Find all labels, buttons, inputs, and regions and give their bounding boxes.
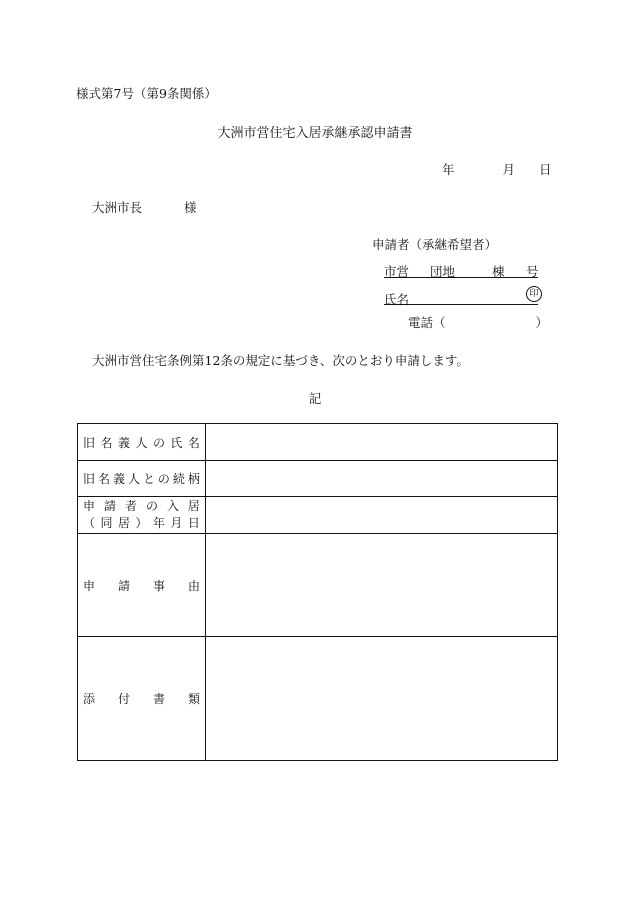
label-char: 請 bbox=[103, 499, 116, 513]
label-char: 名 bbox=[187, 435, 200, 450]
label-char: 申 bbox=[83, 499, 96, 513]
label-char: 人 bbox=[127, 472, 140, 486]
phone-line[interactable] bbox=[408, 313, 548, 331]
date-day: 日 bbox=[539, 162, 552, 177]
document-title: 大洲市営住宅入居承継承認申請書 bbox=[217, 126, 413, 141]
phone-close: ） bbox=[535, 315, 549, 330]
date-line bbox=[442, 160, 552, 178]
label-char: 事 bbox=[152, 578, 165, 593]
label-char: 年 bbox=[152, 516, 165, 530]
label-char: 続 bbox=[172, 472, 185, 486]
address-go: 号 bbox=[526, 264, 539, 279]
application-statement: 大洲市営住宅条例第12条の規定に基づき、次のとおり申請します。 bbox=[92, 353, 469, 368]
address-to: 棟 bbox=[492, 264, 505, 279]
label-char: ） bbox=[135, 516, 148, 530]
seal-mark: 印 bbox=[526, 286, 542, 302]
address-prefix: 市営 bbox=[384, 264, 410, 279]
label-reason bbox=[78, 534, 206, 637]
label-relationship bbox=[78, 461, 206, 497]
label-char: と bbox=[142, 472, 155, 486]
label-char: 義 bbox=[112, 472, 125, 486]
value-relationship[interactable] bbox=[206, 461, 558, 497]
label-char: 者 bbox=[124, 499, 137, 513]
label-char: 類 bbox=[187, 692, 200, 706]
label-char: の bbox=[145, 499, 158, 513]
label-char: 書 bbox=[152, 692, 165, 706]
label-char: 添 bbox=[83, 692, 96, 706]
application-table bbox=[77, 423, 558, 761]
table-row bbox=[78, 534, 558, 637]
date-month: 月 bbox=[502, 162, 516, 177]
label-char: 請 bbox=[117, 578, 130, 593]
value-reason[interactable] bbox=[206, 534, 558, 637]
label-char: 氏 bbox=[170, 435, 183, 450]
table-row bbox=[78, 424, 558, 461]
date-year: 年 bbox=[442, 162, 455, 177]
label-previous-holder-name bbox=[78, 424, 206, 461]
label-char: 付 bbox=[117, 692, 130, 706]
label-char: 名 bbox=[100, 435, 113, 450]
address-danchi: 団地 bbox=[430, 264, 456, 279]
value-attachments[interactable] bbox=[206, 637, 558, 761]
label-attachments bbox=[78, 637, 206, 761]
label-char: 人 bbox=[135, 435, 148, 450]
label-char: 義 bbox=[117, 435, 130, 450]
applicant-address-line[interactable] bbox=[384, 262, 538, 278]
label-char: 入 bbox=[166, 499, 179, 513]
label-char: 居 bbox=[187, 499, 200, 513]
label-char: 柄 bbox=[187, 472, 200, 486]
label-char: 旧 bbox=[83, 435, 96, 450]
phone-label: 電話（ bbox=[408, 315, 446, 330]
label-char: 同 bbox=[100, 516, 113, 530]
value-previous-holder-name[interactable] bbox=[206, 424, 558, 461]
label-char: 由 bbox=[187, 578, 200, 593]
label-move-in-date bbox=[78, 497, 206, 534]
label-char: 居 bbox=[117, 516, 130, 530]
ki-heading: 記 bbox=[308, 391, 322, 406]
label-char: 名 bbox=[97, 472, 110, 486]
label-char: 月 bbox=[170, 516, 183, 530]
table-row bbox=[78, 497, 558, 534]
table-row bbox=[78, 461, 558, 497]
label-char: 日 bbox=[187, 516, 200, 530]
label-char: 旧 bbox=[83, 472, 96, 486]
label-char: の bbox=[152, 435, 165, 450]
addressee-honorific: 様 bbox=[184, 200, 197, 215]
applicant-name-line[interactable] bbox=[384, 290, 538, 305]
addressee bbox=[92, 198, 197, 216]
applicant-label: 申請者（承継希望者） bbox=[372, 237, 498, 252]
table-row bbox=[78, 637, 558, 761]
value-move-in-date[interactable] bbox=[206, 497, 558, 534]
label-char: （ bbox=[83, 516, 96, 530]
form-number: 様式第7号（第9条関係） bbox=[76, 86, 217, 101]
label-char: 申 bbox=[83, 578, 96, 593]
label-char: の bbox=[157, 472, 170, 486]
name-label: 氏名 bbox=[384, 292, 410, 307]
addressee-name: 大洲市長 bbox=[92, 200, 143, 215]
